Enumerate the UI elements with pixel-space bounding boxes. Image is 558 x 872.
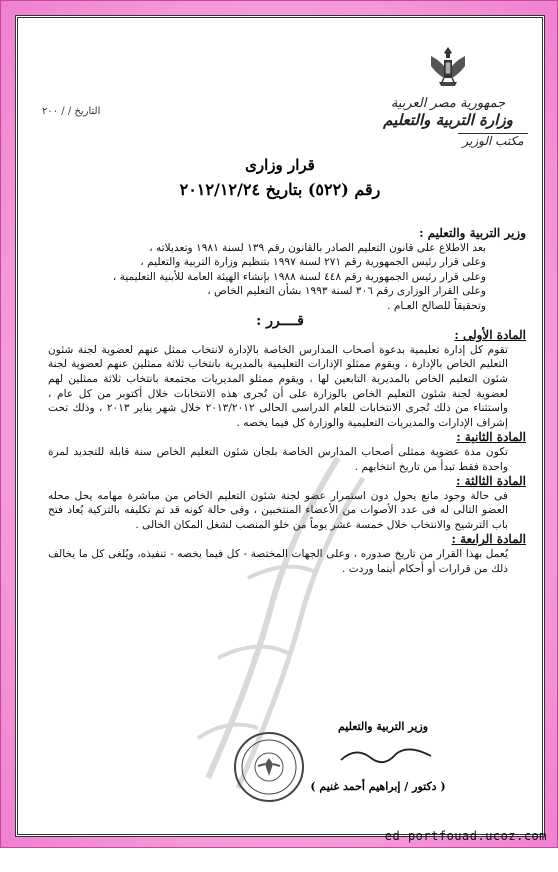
preamble-line: وعلى القرار الوزارى رقم ٣٠٦ لسنة ١٩٩٣ بشأن التعليم الخاص ، xyxy=(207,285,486,298)
preamble-line: وتحقيقاً للصالح العـام . xyxy=(387,299,486,312)
country-name: جمهورية مصر العربية xyxy=(390,96,506,111)
article-heading: المادة الثانية : xyxy=(456,430,526,445)
signatory-name: ( دكتور / إبراهيم أحمد غنيم ) xyxy=(310,780,446,793)
ministry-header xyxy=(368,44,528,148)
decides-heading: قــــرر : xyxy=(256,312,304,329)
preamble-line: بعد الاطلاع على قانون التعليم الصادر بالقانون رقم ١٣٩ لسنة ١٩٨١ وتعديلاته ، xyxy=(149,241,486,254)
article-text: تكون مدة عضوية ممثلى أصحاب المدارس الخاصة بلجان شئون التعليم الخاص سنة قابلة للتجديد لمرة واحدة فقط تبدأ من تاريخ انتخابهم . xyxy=(48,445,508,473)
article-heading: المادة الثالثة : xyxy=(456,474,526,489)
decree-number: رقم (٥٢٢) بتاريخ ٢٠١٢/١٢/٢٤ xyxy=(179,180,381,199)
date-field: التاريخ / / ٢٠٠ xyxy=(42,106,101,117)
preamble-minister: وزير التربية والتعليم : xyxy=(419,226,526,240)
preamble-line: وعلى قرار رئيس الجمهورية رقم ٢٧١ لسنة ١٩٩٧ بتنظيم وزارة التربية والتعليم ، xyxy=(140,256,486,269)
eagle-emblem-icon xyxy=(425,44,471,94)
article-text: تقوم كل إدارة تعليمية بدعوة أصحاب المدارس الخاصة بالإدارة لانتخاب ممثل عنهم لعضوية لجنة شئون التعليم الخاص بالإدارة ، ويقوم ممثلو الإدارات التعليمية بالمديرية بانتخاب ثلاثة ممثلين عنهم لعضوية لجنة شئون التعليم الخاص بالمديرية التابعين لها ، ويقوم ممثلو المديريات مجتمعة بانتخاب ثلاثة ممثلين لهم لعضوية لجنة شئون التعليم الخاص بالوزارة على أن تُجرى هذه الانتخابات خلال أكتوبر من كل عام ، واستثناء من ذلك تُجرى الانتخابات للعام الدراسى الحالى ٢٠١٣/٢٠١٢ خلال شهر يناير ٢٠١٣ ، وذلك تحت إشراف الإدارات والمديريات التعليمية والوزارة كل فيما يخصه . xyxy=(48,343,509,429)
article-text: يُعمل بهذا القرار من تاريخ صدوره ، وعلى الجهات المختصة - كل فيما يخصه - تنفيذه، ويُلغى كل ما يخالف ذلك من قرارات أو أحكام أينما وردت . xyxy=(48,548,508,575)
signature-title: وزير التربية والتعليم xyxy=(337,720,429,733)
article-text: فى حالة وجود مانع يحول دون استمرار عضو لجنة شئون التعليم الخاص من مباشرة مهامه يحل محله العضو التالى له فى عدد الأصوات من الأعضاء المنتخبين ، وفى حالة كونه قد تم تكليفه بالتزكية يُعاد فتح باب الترشيح والانتخاب خلال خمسة عشر يوماً من خلو المنصب لشغل المكان الخالى . xyxy=(48,489,508,531)
handwritten-signature xyxy=(336,742,436,770)
article-heading: المادة الرابعة : xyxy=(451,532,526,547)
footer-url: ed-portfouad.ucoz.com xyxy=(384,829,547,843)
ministry-name: وزارة التربية والتعليم xyxy=(383,111,513,129)
preamble-line: وعلى قرار رئيس الجمهورية رقم ٤٤٨ لسنة ١٩٨٨ بإنشاء الهيئة العامة للأبنية التعليمية ، xyxy=(112,270,486,283)
decree-title: قرار وزارى xyxy=(245,156,315,174)
decree-document xyxy=(15,15,545,837)
office-name: مكتب الوزير xyxy=(458,133,528,148)
article-heading: المادة الأولى : xyxy=(454,328,526,343)
